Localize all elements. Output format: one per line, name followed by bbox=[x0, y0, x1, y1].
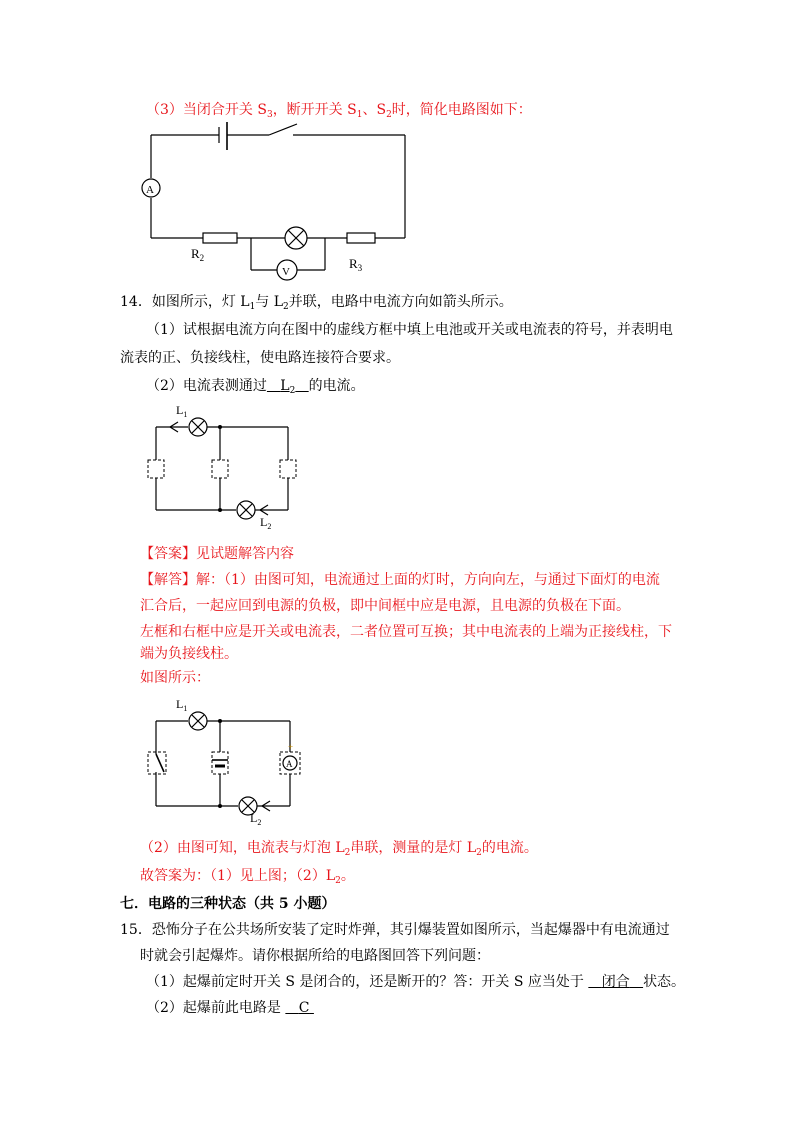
q15-stem-line1: 15．恐怖分子在公共场所安装了定时炸弹，其引爆装置如图所示，当起爆器中有电流通过 bbox=[120, 922, 670, 938]
svg-text:L1: $L_1$ bbox=[176, 697, 188, 713]
circuit-diagram-q14 bbox=[140, 400, 300, 530]
q14-part1-line2: 流表的正、负接线柱，使电路连接符合要求。 bbox=[120, 350, 400, 366]
svg-text:A: A bbox=[286, 759, 293, 769]
q14-analysis-line3: 左框和右框中应是开关或电流表，二者位置可互换；其中电流表的上端为正接线柱，下 bbox=[140, 624, 672, 640]
section-heading: 七．电路的三种状态（共 5 小题） bbox=[120, 896, 336, 912]
ammeter-label: A bbox=[146, 184, 154, 196]
q14-part2: （2）电流表测通过 $L_2$ 的电流。 bbox=[146, 378, 365, 396]
q15-stem-line2: 时就会引起爆炸。请你根据所给的电路图回答下列问题： bbox=[140, 948, 490, 964]
q14-final-answer: 故答案为：（1）见上图；$(2)L_2$。 bbox=[140, 868, 355, 886]
q13-part3-text: （3）当闭合开关 $S_3$，断开开关 $S_1$、$S_2$时，简化电路图如下： bbox=[146, 102, 532, 120]
svg-text:L2: $L_2$ bbox=[260, 515, 272, 531]
circuit-diagram-q13 bbox=[135, 120, 395, 280]
voltmeter-label: V bbox=[282, 266, 290, 278]
q14-analysis-line5: 如图所示： bbox=[140, 670, 210, 686]
q15-part1: （1）起爆前定时开关 S 是闭合的，还是断开的？答：开关 S 应当处于 闭合 状态。 bbox=[146, 974, 686, 990]
svg-text:R3: $R_3$ bbox=[349, 256, 363, 273]
q14-stem: 14．如图所示，灯 $L_1$与 $L_2$并联，电路中电流方向如箭头所示。 bbox=[120, 294, 513, 312]
svg-text:L2: $L_2$ bbox=[250, 811, 262, 827]
svg-text:+: + bbox=[288, 742, 294, 752]
q15-part2: （2）起爆前此电路是 C bbox=[146, 1000, 310, 1016]
q14-analysis-line4: 端为负接线柱。 bbox=[140, 646, 238, 662]
svg-text:R2: $R_2$ bbox=[191, 246, 205, 263]
q14-analysis-part2: （2）由图可知，电流表与灯泡 $L_2$串联，测量的是灯 $L_2$的电流。 bbox=[140, 840, 538, 858]
q14-part1-line1: （1）试根据电流方向在图中的虚线方框中填上电池或开关或电流表的符号，并表明电 bbox=[146, 322, 673, 338]
q14-answer: 【答案】见试题解答内容 bbox=[140, 546, 294, 562]
q14-analysis-line2: 汇合后，一起应回到电源的负极，即中间框中应是电源，且电源的负极在下面。 bbox=[140, 598, 630, 614]
circuit-diagram-q14-answer bbox=[140, 694, 300, 827]
svg-text:L1: $L_1$ bbox=[176, 403, 188, 419]
q14-analysis-line1: 【解答】解：（1）由图可知，电流通过上面的灯时，方向向左，与通过下面灯的电流 bbox=[140, 572, 660, 588]
